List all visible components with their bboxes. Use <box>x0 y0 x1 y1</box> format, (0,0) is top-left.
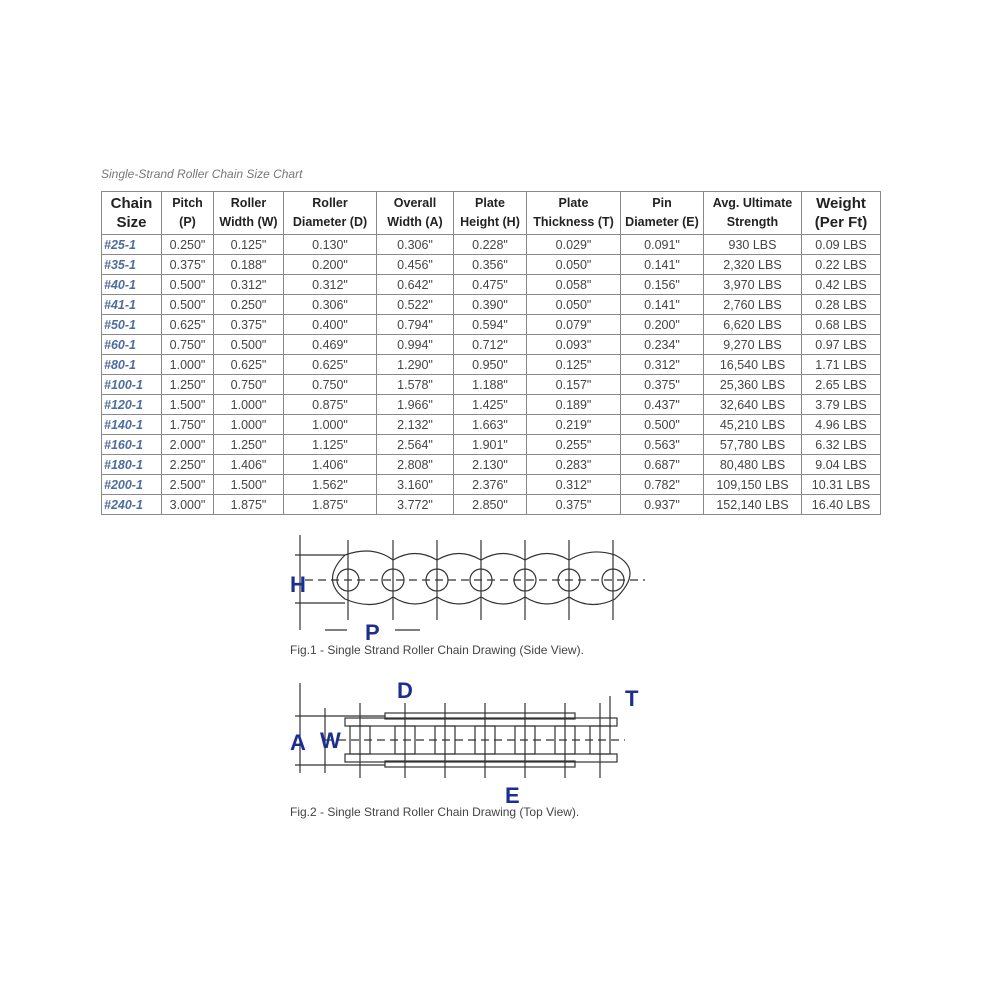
column-header <box>162 192 214 235</box>
table-cell: 1.71 LBS <box>802 355 881 375</box>
table-cell: 0.594" <box>454 315 527 335</box>
chain-size-link[interactable]: #41-1 <box>102 295 162 315</box>
table-cell: 0.375" <box>162 255 214 275</box>
table-cell: 0.156" <box>621 275 704 295</box>
table-cell: 1.406" <box>214 455 284 475</box>
table-cell: 0.68 LBS <box>802 315 881 335</box>
table-cell: 0.255" <box>527 435 621 455</box>
table-cell: 0.794" <box>377 315 454 335</box>
chain-size-link[interactable]: #180-1 <box>102 455 162 475</box>
table-cell: 1.663" <box>454 415 527 435</box>
table-cell: 0.093" <box>527 335 621 355</box>
table-cell: 0.189" <box>527 395 621 415</box>
table-row <box>102 255 881 275</box>
table-cell: 0.050" <box>527 295 621 315</box>
table-cell: 45,210 LBS <box>704 415 802 435</box>
table-cell: 0.950" <box>454 355 527 375</box>
chain-size-link[interactable]: #200-1 <box>102 475 162 495</box>
header-line: Roller <box>312 196 348 210</box>
table-cell: 0.312" <box>214 275 284 295</box>
table-cell: 0.400" <box>284 315 377 335</box>
p-label: P <box>365 620 380 645</box>
table-cell: 1.188" <box>454 375 527 395</box>
table-cell: 2.564" <box>377 435 454 455</box>
table-cell: 0.058" <box>527 275 621 295</box>
header-line: Height (H) <box>460 215 520 229</box>
table-cell: 16.40 LBS <box>802 495 881 515</box>
header-line: Width (W) <box>219 215 278 229</box>
table-row <box>102 355 881 375</box>
table-cell: 32,640 LBS <box>704 395 802 415</box>
table-cell: 0.22 LBS <box>802 255 881 275</box>
table-cell: 2.000" <box>162 435 214 455</box>
table-cell: 0.250" <box>214 295 284 315</box>
table-cell: 0.375" <box>214 315 284 335</box>
table-cell: 0.141" <box>621 255 704 275</box>
table-cell: 0.750" <box>284 375 377 395</box>
table-cell: 3.772" <box>377 495 454 515</box>
chart-caption: Single-Strand Roller Chain Size Chart <box>101 167 303 181</box>
table-row <box>102 315 881 335</box>
table-cell: 0.500" <box>162 295 214 315</box>
e-label: E <box>505 783 520 803</box>
table-cell: 0.130" <box>284 235 377 255</box>
table-cell: 0.306" <box>284 295 377 315</box>
header-line: Diameter (E) <box>625 215 699 229</box>
chain-size-link[interactable]: #240-1 <box>102 495 162 515</box>
table-cell: 0.228" <box>454 235 527 255</box>
column-header <box>102 192 162 235</box>
table-row <box>102 375 881 395</box>
chain-size-link[interactable]: #140-1 <box>102 415 162 435</box>
table-cell: 0.312" <box>621 355 704 375</box>
table-cell: 1.562" <box>284 475 377 495</box>
table-cell: 0.97 LBS <box>802 335 881 355</box>
table-cell: 1.000" <box>284 415 377 435</box>
table-cell: 0.712" <box>454 335 527 355</box>
a-label: A <box>290 730 306 755</box>
table-cell: 1.425" <box>454 395 527 415</box>
table-cell: 0.475" <box>454 275 527 295</box>
chain-size-link[interactable]: #100-1 <box>102 375 162 395</box>
top-view-drawing <box>285 678 655 803</box>
table-cell: 0.125" <box>527 355 621 375</box>
table-cell: 0.625" <box>214 355 284 375</box>
table-cell: 1.966" <box>377 395 454 415</box>
table-row <box>102 235 881 255</box>
table-cell: 0.522" <box>377 295 454 315</box>
table-row <box>102 435 881 455</box>
table-cell: 0.750" <box>214 375 284 395</box>
column-header <box>454 192 527 235</box>
table-row <box>102 415 881 435</box>
table-cell: 0.937" <box>621 495 704 515</box>
table-cell: 2.376" <box>454 475 527 495</box>
table-cell: 2.850" <box>454 495 527 515</box>
table-row <box>102 455 881 475</box>
table-cell: 2.132" <box>377 415 454 435</box>
table-cell: 10.31 LBS <box>802 475 881 495</box>
header-line: Strength <box>726 215 779 229</box>
table-cell: 0.625" <box>162 315 214 335</box>
column-header <box>284 192 377 235</box>
table-cell: 3.79 LBS <box>802 395 881 415</box>
table-cell: 0.234" <box>621 335 704 355</box>
table-cell: 1.290" <box>377 355 454 375</box>
table-cell: 57,780 LBS <box>704 435 802 455</box>
column-header <box>621 192 704 235</box>
table-cell: 0.563" <box>621 435 704 455</box>
table-cell: 1.250" <box>162 375 214 395</box>
table-cell: 0.994" <box>377 335 454 355</box>
table-cell: 0.029" <box>527 235 621 255</box>
table-cell: 3.000" <box>162 495 214 515</box>
table-cell: 0.469" <box>284 335 377 355</box>
table-cell: 9.04 LBS <box>802 455 881 475</box>
header-line: (Per Ft) <box>814 214 868 231</box>
column-header <box>802 192 881 235</box>
table-cell: 0.375" <box>621 375 704 395</box>
header-line: (P) <box>179 215 196 229</box>
header-line: Thickness (T) <box>533 215 614 229</box>
column-header <box>527 192 621 235</box>
chain-size-link[interactable]: #60-1 <box>102 335 162 355</box>
table-cell: 0.219" <box>527 415 621 435</box>
table-cell: 2.500" <box>162 475 214 495</box>
table-cell: 0.283" <box>527 455 621 475</box>
table-row <box>102 295 881 315</box>
chain-size-link[interactable]: #160-1 <box>102 435 162 455</box>
table-cell: 80,480 LBS <box>704 455 802 475</box>
table-cell: 0.390" <box>454 295 527 315</box>
table-cell: 0.642" <box>377 275 454 295</box>
table-cell: 0.091" <box>621 235 704 255</box>
table-cell: 0.306" <box>377 235 454 255</box>
chain-size-table <box>101 191 881 515</box>
table-cell: 0.125" <box>214 235 284 255</box>
fig1-caption: Fig.1 - Single Strand Roller Chain Drawing (Side View). <box>290 643 584 657</box>
table-cell: 2,760 LBS <box>704 295 802 315</box>
side-view-drawing <box>285 535 655 645</box>
w-label: W <box>320 728 341 753</box>
header-line: Plate <box>475 196 505 210</box>
table-cell: 1.000" <box>162 355 214 375</box>
table-cell: 0.200" <box>621 315 704 335</box>
table-cell: 0.188" <box>214 255 284 275</box>
header-line: Weight <box>816 195 866 212</box>
table-cell: 152,140 LBS <box>704 495 802 515</box>
table-cell: 0.050" <box>527 255 621 275</box>
d-label: D <box>397 678 413 703</box>
table-cell: 2.250" <box>162 455 214 475</box>
table-cell: 1.250" <box>214 435 284 455</box>
h-label: H <box>290 572 306 597</box>
table-row <box>102 475 881 495</box>
header-line: Roller <box>230 196 267 210</box>
table-cell: 0.500" <box>162 275 214 295</box>
table-cell: 0.456" <box>377 255 454 275</box>
table-cell: 0.437" <box>621 395 704 415</box>
table-row <box>102 275 881 295</box>
table-cell: 25,360 LBS <box>704 375 802 395</box>
table-cell: 0.312" <box>284 275 377 295</box>
table-cell: 2.65 LBS <box>802 375 881 395</box>
header-line: Chain <box>110 195 153 212</box>
header-row <box>102 192 881 235</box>
table-cell: 0.09 LBS <box>802 235 881 255</box>
table-row <box>102 335 881 355</box>
table-cell: 0.141" <box>621 295 704 315</box>
chain-size-link[interactable]: #50-1 <box>102 315 162 335</box>
table-cell: 1.000" <box>214 415 284 435</box>
table-cell: 1.406" <box>284 455 377 475</box>
column-header <box>704 192 802 235</box>
table-cell: 0.500" <box>214 335 284 355</box>
fig2-caption: Fig.2 - Single Strand Roller Chain Drawing (Top View). <box>290 805 580 819</box>
header-line: Pin <box>652 196 672 210</box>
table-cell: 1.500" <box>162 395 214 415</box>
header-line: Plate <box>558 196 589 210</box>
table-cell: 1.000" <box>214 395 284 415</box>
table-cell: 0.875" <box>284 395 377 415</box>
table-cell: 930 LBS <box>704 235 802 255</box>
column-header <box>377 192 454 235</box>
table-cell: 0.250" <box>162 235 214 255</box>
chain-size-link[interactable]: #35-1 <box>102 255 162 275</box>
table-row <box>102 395 881 415</box>
table-cell: 0.079" <box>527 315 621 335</box>
table-cell: 1.875" <box>214 495 284 515</box>
header-line: Avg. Ultimate <box>712 196 793 210</box>
header-line: Size <box>116 214 147 231</box>
table-cell: 109,150 LBS <box>704 475 802 495</box>
table-cell: 6,620 LBS <box>704 315 802 335</box>
header-line: Diameter (D) <box>292 215 368 229</box>
table-cell: 2.808" <box>377 455 454 475</box>
table-cell: 1.750" <box>162 415 214 435</box>
table-cell: 0.312" <box>527 475 621 495</box>
table-cell: 1.875" <box>284 495 377 515</box>
table-cell: 16,540 LBS <box>704 355 802 375</box>
table-cell: 0.28 LBS <box>802 295 881 315</box>
table-cell: 6.32 LBS <box>802 435 881 455</box>
header-line: Overall <box>393 196 437 210</box>
table-cell: 3.160" <box>377 475 454 495</box>
table-cell: 0.782" <box>621 475 704 495</box>
table-cell: 4.96 LBS <box>802 415 881 435</box>
table-cell: 0.200" <box>284 255 377 275</box>
column-header <box>214 192 284 235</box>
table-cell: 0.157" <box>527 375 621 395</box>
table-cell: 1.125" <box>284 435 377 455</box>
table-cell: 0.500" <box>621 415 704 435</box>
table-row <box>102 495 881 515</box>
chain-size-link[interactable]: #25-1 <box>102 235 162 255</box>
t-label: T <box>625 686 639 711</box>
table-cell: 2,320 LBS <box>704 255 802 275</box>
table-cell: 0.356" <box>454 255 527 275</box>
table-cell: 3,970 LBS <box>704 275 802 295</box>
chain-size-link[interactable]: #80-1 <box>102 355 162 375</box>
header-line: Width (A) <box>387 215 443 229</box>
table-cell: 1.500" <box>214 475 284 495</box>
table-cell: 0.687" <box>621 455 704 475</box>
chain-size-link[interactable]: #40-1 <box>102 275 162 295</box>
table-cell: 0.625" <box>284 355 377 375</box>
table-cell: 1.901" <box>454 435 527 455</box>
header-line: Pitch <box>172 196 203 210</box>
table-cell: 0.42 LBS <box>802 275 881 295</box>
table-cell: 2.130" <box>454 455 527 475</box>
table-cell: 9,270 LBS <box>704 335 802 355</box>
table-cell: 0.750" <box>162 335 214 355</box>
table-cell: 0.375" <box>527 495 621 515</box>
chain-size-link[interactable]: #120-1 <box>102 395 162 415</box>
table-cell: 1.578" <box>377 375 454 395</box>
